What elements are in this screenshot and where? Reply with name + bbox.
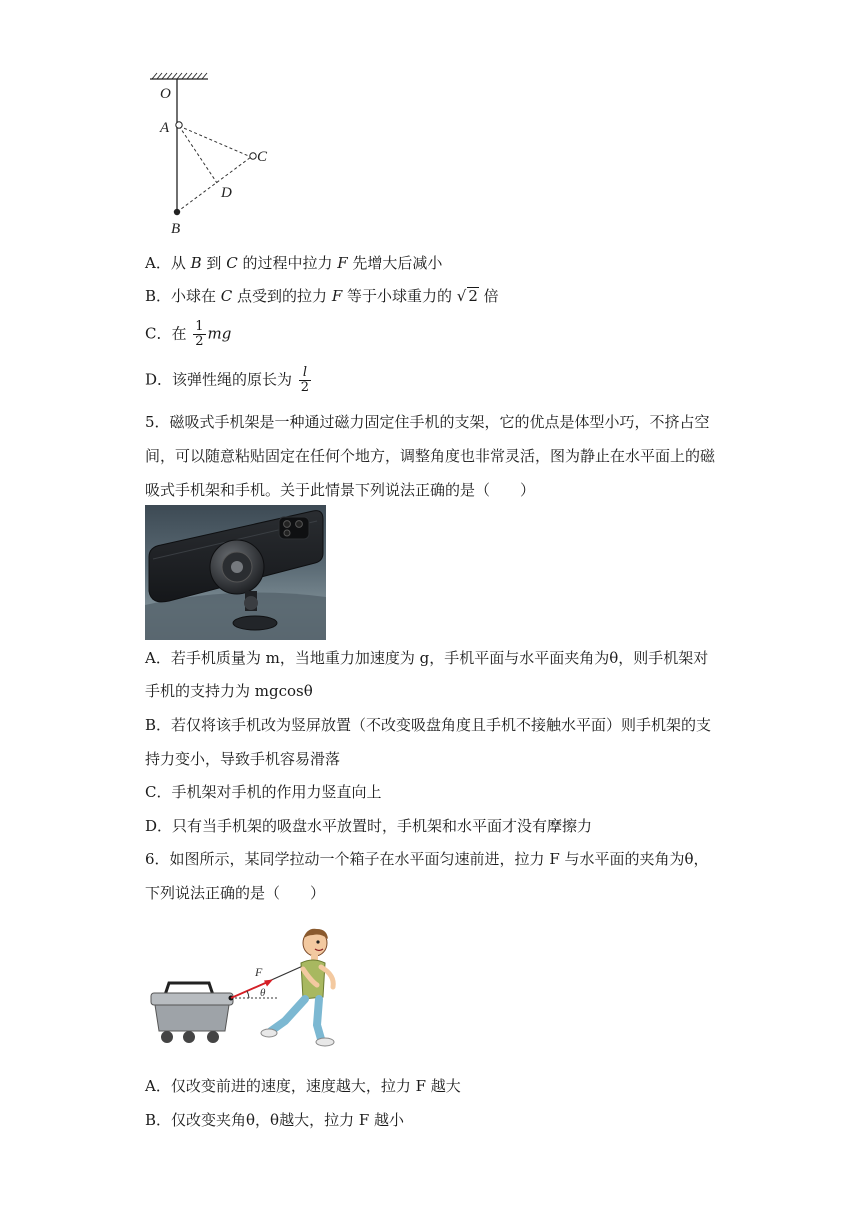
q4-option-b: B．小球在 C 点受到的拉力 F 等于小球重力的 √ 2 倍 [145,287,499,305]
wheel-3 [207,1031,219,1043]
fraction-l-half: $\frac{l}{2}$ [300,365,310,395]
label-D: D [221,185,232,201]
force-arrowhead [264,980,273,987]
ball-C [250,153,256,159]
dashed-BC [177,157,251,212]
q5-stem-line2: 间，可以随意粘贴固定在任何个地方，调整角度也非常灵活，图为静止在水平面上的磁 [145,447,716,465]
sqrt-value: 2 [468,287,478,305]
boy-figure [261,929,334,1046]
ring-A [176,122,182,128]
q5-option-d: D．只有当手机架的吸盘水平放置时，手机架和水平面才没有摩擦力 [145,817,593,835]
label-B: B [171,221,181,237]
q5-option-a-line1: A．若手机质量为 m，当地重力加速度为 g，手机平面与水平面夹角为θ，则手机架对 [145,649,709,667]
q4-option-d: D．该弹性绳的原长为 $\frac{l}{2}$ [145,365,310,395]
q6-stem-line2: 下列说法正确的是（ ） [145,884,326,902]
phone-holder-photo [145,505,326,640]
wheel-2 [183,1031,195,1043]
q6-option-b: B．仅改变夹角θ，θ越大，拉力 F 越小 [145,1111,405,1129]
label-F: F [255,965,263,979]
ceiling-hatch [152,73,207,79]
wheel-1 [161,1031,173,1043]
q5-option-c: C．手机架对手机的作用力竖直向上 [145,783,382,801]
fraction-half: $\frac{1}{2}$ [195,319,204,349]
label-A: A [160,120,170,136]
dashed-AD [179,126,217,183]
label-theta: θ [260,987,266,999]
ball-B [174,209,180,215]
label-O: O [160,86,171,102]
pendulum-figure [140,70,280,240]
cart-body [155,1005,229,1031]
q6-stem-line1: 6．如图所示，某同学拉动一个箱子在水平面匀速前进，拉力 F 与水平面的夹角为θ， [145,850,709,868]
cart-rim [151,993,233,1005]
q5-option-a-line2: 手机的支持力为 mgcosθ [145,682,313,700]
theta-arc [247,991,249,998]
cart-pull-figure [145,925,345,1050]
q6-option-a: A．仅改变前进的速度，速度越大，拉力 F 越大 [145,1077,461,1095]
q4-option-a: A．从 B 到 C 的过程中拉力 F 先增大后减小 [145,254,443,272]
q5-stem-line1: 5．磁吸式手机架是一种通过磁力固定住手机的支架，它的优点是体型小巧，不挤占空 [145,413,710,431]
label-C: C [257,149,268,165]
q4-option-c: C．在 $\frac{1}{2}$ mg [145,319,232,349]
q5-option-b-line2: 持力变小，导致手机容易滑落 [145,750,341,768]
q5-stem-line3: 吸式手机架和手机。关于此情景下列说法正确的是（ ） [145,481,536,499]
q5-option-b-line1: B．若仅将该手机改为竖屏放置（不改变吸盘角度且手机不接触水平面）则手机架的支 [145,716,712,734]
